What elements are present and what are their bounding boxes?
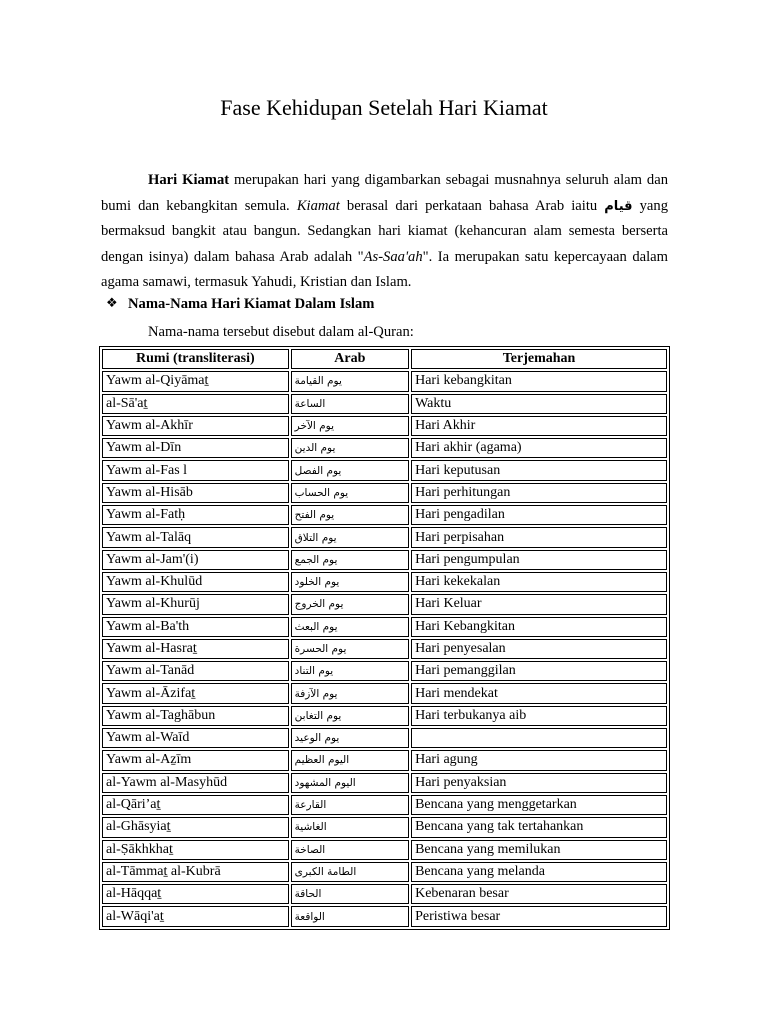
cell-terjemahan: Hari mendekat bbox=[411, 683, 667, 703]
cell-rumi: al-Ṣākhkhaṯ bbox=[102, 840, 289, 860]
table-row bbox=[102, 550, 667, 570]
table-row bbox=[102, 572, 667, 592]
cell-arab bbox=[291, 394, 409, 414]
cell-arab-text: اليوم المشهود bbox=[294, 776, 356, 789]
cell-terjemahan: Hari kebangkitan bbox=[411, 371, 667, 391]
table-row bbox=[102, 706, 667, 726]
table-row bbox=[102, 594, 667, 614]
cell-arab-text: يوم الخروج bbox=[294, 598, 344, 611]
cell-rumi: al-Qāri’aṯ bbox=[102, 795, 289, 815]
cell-terjemahan: Hari penyaksian bbox=[411, 773, 667, 793]
cell-arab bbox=[291, 483, 409, 503]
cell-rumi: Yawm al-Dīn bbox=[102, 438, 289, 458]
cell-arab bbox=[291, 906, 409, 926]
cell-arab-text: يوم التلاق bbox=[294, 531, 337, 544]
cell-rumi: Yawm al-Fatḥ bbox=[102, 505, 289, 525]
cell-arab-text: الواقعة bbox=[294, 910, 325, 923]
intro-text-1: merupakan hari yang digambarkan sebagai musnahnya seluruh alam dan bumi dan kebangkitan semula. bbox=[101, 172, 668, 214]
cell-arab-text: يوم الآخر bbox=[294, 420, 335, 433]
cell-arab-text: الصاخة bbox=[294, 843, 326, 856]
table-row bbox=[102, 884, 667, 904]
cell-arab bbox=[291, 795, 409, 815]
cell-arab bbox=[291, 817, 409, 837]
cell-rumi: Yawm al-Akhīr bbox=[102, 416, 289, 436]
section-heading-text: Nama-Nama Hari Kiamat Dalam Islam bbox=[128, 296, 375, 312]
cell-arab bbox=[291, 371, 409, 391]
cell-rumi: Yawm al-Hasraṯ bbox=[102, 639, 289, 659]
cell-arab-text: الغاشية bbox=[294, 821, 327, 834]
table-body bbox=[102, 371, 667, 926]
table-row bbox=[102, 817, 667, 837]
cell-terjemahan: Bencana yang memilukan bbox=[411, 840, 667, 860]
cell-arab-text: يوم التناد bbox=[294, 665, 334, 678]
cell-arab-text: يوم الخلود bbox=[294, 576, 340, 589]
table-row bbox=[102, 683, 667, 703]
cell-arab bbox=[291, 438, 409, 458]
table-row bbox=[102, 639, 667, 659]
cell-terjemahan: Waktu bbox=[411, 394, 667, 414]
cell-arab bbox=[291, 639, 409, 659]
intro-text-2: berasal dari perkataan bahasa Arab iaitu bbox=[339, 197, 605, 214]
intro-arabic-word: قيام bbox=[604, 198, 633, 214]
cell-terjemahan: Bencana yang tak tertahankan bbox=[411, 817, 667, 837]
column-header-arab: Arab bbox=[291, 349, 409, 369]
section-heading bbox=[106, 294, 374, 314]
table-row bbox=[102, 416, 667, 436]
section-subtext: Nama-nama tersebut disebut dalam al-Quran: bbox=[148, 324, 414, 340]
intro-text-3: yang bermaksud bangkit atau bangun. Sedangkan hari kiamat (kehancuran alam semesta berserta dengan isinya) dalam bahasa Arab adalah " bbox=[101, 197, 668, 265]
cell-terjemahan: Peristiwa besar bbox=[411, 906, 667, 926]
cell-arab bbox=[291, 572, 409, 592]
intro-paragraph bbox=[101, 168, 668, 296]
intro-text-4: ". Ia merupakan satu kepercayaan dalam agama samawi, termasuk Yahudi, Kristian dan Islam. bbox=[101, 248, 668, 290]
cell-terjemahan: Hari penyesalan bbox=[411, 639, 667, 659]
cell-terjemahan: Bencana yang melanda bbox=[411, 862, 667, 882]
cell-arab-text: القارعة bbox=[294, 799, 327, 812]
table-row bbox=[102, 750, 667, 770]
cell-arab bbox=[291, 706, 409, 726]
names-table bbox=[99, 346, 670, 930]
cell-arab bbox=[291, 728, 409, 748]
cell-rumi: Yawm al-Jam'(i) bbox=[102, 550, 289, 570]
cell-arab bbox=[291, 661, 409, 681]
cell-terjemahan: Kebenaran besar bbox=[411, 884, 667, 904]
cell-terjemahan: Hari akhir (agama) bbox=[411, 438, 667, 458]
cell-arab-text: يوم الحسرة bbox=[294, 643, 347, 655]
cell-arab bbox=[291, 773, 409, 793]
intro-term-italic: Kiamat bbox=[296, 197, 340, 214]
table-row bbox=[102, 438, 667, 458]
cell-rumi: al-Sā'aṯ bbox=[102, 394, 289, 414]
table-header-row bbox=[102, 349, 667, 369]
page-title: Fase Kehidupan Setelah Hari Kiamat bbox=[220, 95, 548, 120]
cell-arab-text: يوم الفتح bbox=[294, 509, 335, 522]
cell-terjemahan: Hari perpisahan bbox=[411, 527, 667, 547]
cell-rumi: Yawm al-Khurūj bbox=[102, 594, 289, 614]
table-row bbox=[102, 460, 667, 480]
cell-arab-text: يوم الوعيد bbox=[294, 732, 340, 745]
cell-arab-text: يوم البعث bbox=[294, 620, 338, 633]
cell-arab-text: يوم الفصل bbox=[294, 464, 342, 477]
table-row bbox=[102, 862, 667, 882]
cell-terjemahan: Hari Kebangkitan bbox=[411, 617, 667, 637]
table-row bbox=[102, 505, 667, 525]
cell-terjemahan bbox=[411, 728, 667, 748]
cell-rumi: Yawm al-Fas l bbox=[102, 460, 289, 480]
cell-terjemahan: Hari Akhir bbox=[411, 416, 667, 436]
cell-rumi: al-Ghāsyiaṯ bbox=[102, 817, 289, 837]
table-row bbox=[102, 483, 667, 503]
cell-rumi: Yawm al-Hisāb bbox=[102, 483, 289, 503]
table-row bbox=[102, 661, 667, 681]
cell-arab-text: يوم الآزفة bbox=[294, 687, 338, 700]
intro-term-italic-2: As-Saa'ah bbox=[363, 248, 423, 265]
table-row bbox=[102, 840, 667, 860]
cell-terjemahan: Bencana yang menggetarkan bbox=[411, 795, 667, 815]
table-row bbox=[102, 371, 667, 391]
cell-arab-text: يوم القيامة bbox=[294, 375, 342, 388]
cell-rumi: al-Tāmmaṯ al-Kubrā bbox=[102, 862, 289, 882]
cell-rumi: al-Hāqqaṯ bbox=[102, 884, 289, 904]
cell-arab bbox=[291, 617, 409, 637]
cell-arab bbox=[291, 840, 409, 860]
column-header-terjemahan: Terjemahan bbox=[411, 349, 667, 369]
cell-rumi: Yawm al-Tanād bbox=[102, 661, 289, 681]
cell-arab bbox=[291, 862, 409, 882]
cell-arab-text: الساعة bbox=[294, 397, 326, 410]
cell-terjemahan: Hari pemanggilan bbox=[411, 661, 667, 681]
cell-rumi: Yawm al-Qiyāmaṯ bbox=[102, 371, 289, 391]
table-row bbox=[102, 728, 667, 748]
table-row bbox=[102, 795, 667, 815]
cell-rumi: Yawm al-Waīd bbox=[102, 728, 289, 748]
cell-arab bbox=[291, 527, 409, 547]
cell-terjemahan: Hari Keluar bbox=[411, 594, 667, 614]
cell-arab bbox=[291, 505, 409, 525]
cell-rumi: al-Wāqi'aṯ bbox=[102, 906, 289, 926]
cell-terjemahan: Hari terbukanya aib bbox=[411, 706, 667, 726]
cell-arab bbox=[291, 683, 409, 703]
cell-rumi: Yawm al-Khulūd bbox=[102, 572, 289, 592]
table-row bbox=[102, 617, 667, 637]
diamond-bullet-icon: ❖ bbox=[106, 296, 118, 311]
cell-terjemahan: Hari perhitungan bbox=[411, 483, 667, 503]
cell-rumi: al-Yawm al-Masyhūd bbox=[102, 773, 289, 793]
cell-rumi: Yawm al-Āzifaṯ bbox=[102, 683, 289, 703]
cell-arab-text: يوم التغابن bbox=[294, 709, 342, 722]
cell-arab bbox=[291, 550, 409, 570]
cell-terjemahan: Hari agung bbox=[411, 750, 667, 770]
table-row bbox=[102, 527, 667, 547]
cell-rumi: Yawm al-Aẕīm bbox=[102, 750, 289, 770]
cell-rumi: Yawm al-Ba'th bbox=[102, 617, 289, 637]
cell-arab-text: يوم الحساب bbox=[294, 486, 349, 499]
cell-arab-text: الطامة الكبرى bbox=[294, 865, 357, 878]
table-row bbox=[102, 773, 667, 793]
cell-arab bbox=[291, 594, 409, 614]
cell-arab bbox=[291, 416, 409, 436]
column-header-rumi: Rumi (transliterasi) bbox=[102, 349, 289, 369]
cell-arab-text: اليوم العظيم bbox=[294, 754, 350, 767]
cell-arab bbox=[291, 460, 409, 480]
cell-terjemahan: Hari kekekalan bbox=[411, 572, 667, 592]
intro-term-bold: Hari Kiamat bbox=[148, 172, 230, 188]
table-row bbox=[102, 394, 667, 414]
cell-arab-text: الحاقة bbox=[294, 888, 322, 901]
cell-terjemahan: Hari keputusan bbox=[411, 460, 667, 480]
cell-terjemahan: Hari pengumpulan bbox=[411, 550, 667, 570]
cell-rumi: Yawm al-Talāq bbox=[102, 527, 289, 547]
cell-arab bbox=[291, 750, 409, 770]
table-row bbox=[102, 906, 667, 926]
cell-arab-text: يوم الجمع bbox=[294, 553, 338, 566]
cell-arab-text: يوم الدين bbox=[294, 442, 336, 455]
cell-terjemahan: Hari pengadilan bbox=[411, 505, 667, 525]
cell-arab bbox=[291, 884, 409, 904]
cell-rumi: Yawm al-Taghābun bbox=[102, 706, 289, 726]
